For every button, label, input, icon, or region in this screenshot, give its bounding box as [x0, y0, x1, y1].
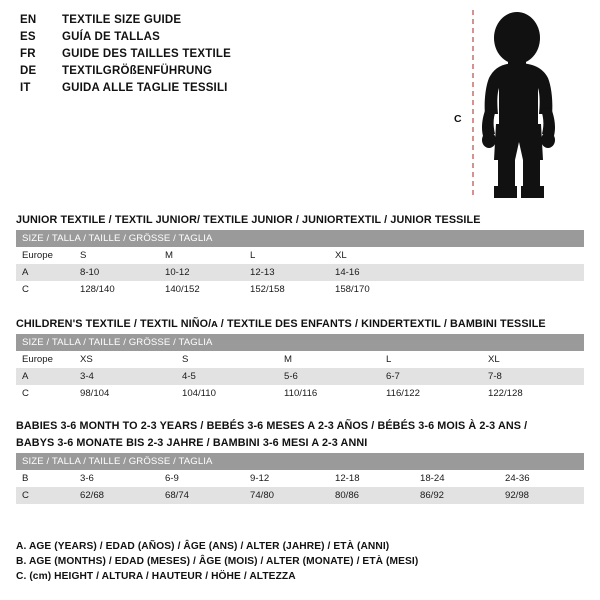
section-title-line2: BABYS 3-6 MONATE BIS 2-3 JAHRE / BAMBINI 3-6 MESI A 2-3 ANNI [16, 437, 368, 449]
row-label: Europe [16, 247, 74, 264]
legend-block [16, 539, 584, 584]
language-row [20, 31, 440, 48]
cell: L [380, 351, 482, 368]
size-header-label: SIZE / TALLA / TAILLE / GRÖSSE / TAGLIA [16, 230, 584, 247]
row-label: A [16, 264, 74, 281]
cell: 158/170 [329, 281, 414, 298]
cell: 116/122 [380, 385, 482, 402]
cell: 3-6 [74, 470, 159, 487]
legend-item-b: B. AGE (MONTHS) / EDAD (MESES) / ÂGE (MOIS) / ALTER (MONATE) / ETÀ (MESI) [16, 556, 419, 567]
cell: 86/92 [414, 487, 499, 504]
cell: M [278, 351, 380, 368]
cell: 10-12 [159, 264, 244, 281]
toddler-silhouette [482, 12, 555, 198]
cell: 24-36 [499, 470, 584, 487]
measure-label-c: C [454, 113, 462, 125]
cell: L [244, 247, 329, 264]
children-size-table [16, 334, 584, 402]
row-label: C [16, 281, 74, 298]
language-code: IT [20, 82, 31, 94]
cell: 6-9 [159, 470, 244, 487]
cell: 7-8 [482, 368, 584, 385]
cell: 98/104 [74, 385, 176, 402]
babies-size-table [16, 453, 584, 504]
row-label: C [16, 487, 74, 504]
language-title: GUIDE DES TAILLES TEXTILE [62, 48, 231, 60]
section-babies [16, 419, 584, 504]
cell: 5-6 [278, 368, 380, 385]
cell: M [159, 247, 244, 264]
cell: 104/110 [176, 385, 278, 402]
section-children [16, 317, 584, 402]
table-row [16, 385, 584, 402]
language-code: FR [20, 48, 36, 60]
language-code: DE [20, 65, 37, 77]
cell: 4-5 [176, 368, 278, 385]
row-label: B [16, 470, 74, 487]
language-title: TEXTILGRÖßENFÜHRUNG [62, 65, 213, 77]
cell: 128/140 [74, 281, 159, 298]
language-row [20, 14, 440, 31]
cell: S [74, 247, 159, 264]
language-row [20, 65, 440, 82]
table-row [16, 470, 584, 487]
language-title: TEXTILE SIZE GUIDE [62, 14, 182, 26]
section-title: CHILDREN'S TEXTILE / TEXTIL NIÑO/ᴀ / TEXTILE DES ENFANTS / KINDERTEXTIL / BAMBINI TESSILE [16, 318, 546, 330]
table-header-row [16, 453, 584, 470]
table-header-row [16, 230, 584, 247]
table-row [16, 368, 584, 385]
measurement-figure [440, 8, 590, 203]
row-label: A [16, 368, 74, 385]
row-label: Europe [16, 351, 74, 368]
table-row [16, 351, 584, 368]
cell: 68/74 [159, 487, 244, 504]
cell: 8-10 [74, 264, 159, 281]
language-title-block [20, 14, 440, 99]
language-title: GUIDA ALLE TAGLIE TESSILI [62, 82, 228, 94]
junior-size-table [16, 230, 584, 298]
size-header-label: SIZE / TALLA / TAILLE / GRÖSSE / TAGLIA [16, 453, 584, 470]
legend-item-a: A. AGE (YEARS) / EDAD (AÑOS) / ÂGE (ANS) / ALTER (JAHRE) / ETÀ (ANNI) [16, 541, 390, 552]
cell: 12-13 [244, 264, 329, 281]
cell: 92/98 [499, 487, 584, 504]
cell: 9-12 [244, 470, 329, 487]
section-title: BABIES 3-6 MONTH TO 2-3 YEARS / BEBÉS 3-6 MESES A 2-3 AÑOS / BÉBÉS 3-6 MOIS À 2-3 ANS / [16, 420, 528, 432]
legend-item-c: C. (cm) HEIGHT / ALTURA / HAUTEUR / HÖHE / ALTEZZA [16, 571, 296, 582]
cell: 14-16 [329, 264, 414, 281]
row-label: C [16, 385, 74, 402]
section-title: JUNIOR TEXTILE / TEXTIL JUNIOR/ TEXTILE JUNIOR / JUNIORTEXTIL / JUNIOR TESSILE [16, 214, 481, 226]
size-header-label: SIZE / TALLA / TAILLE / GRÖSSE / TAGLIA [16, 334, 584, 351]
cell: 6-7 [380, 368, 482, 385]
language-row [20, 48, 440, 65]
cell-empty [414, 281, 584, 298]
cell: S [176, 351, 278, 368]
table-row [16, 247, 584, 264]
cell: XL [482, 351, 584, 368]
cell: 110/116 [278, 385, 380, 402]
cell: 74/80 [244, 487, 329, 504]
cell: 80/86 [329, 487, 414, 504]
language-row [20, 82, 440, 99]
table-row [16, 487, 584, 504]
table-row [16, 281, 584, 298]
cell: 12-18 [329, 470, 414, 487]
cell: 62/68 [74, 487, 159, 504]
table-row [16, 264, 584, 281]
cell: 18-24 [414, 470, 499, 487]
language-title: GUÍA DE TALLAS [62, 31, 160, 43]
language-code: EN [20, 14, 37, 26]
cell: XS [74, 351, 176, 368]
section-junior [16, 213, 584, 298]
language-code: ES [20, 31, 36, 43]
cell: 122/128 [482, 385, 584, 402]
cell-empty [414, 247, 584, 264]
cell: 3-4 [74, 368, 176, 385]
cell: XL [329, 247, 414, 264]
table-header-row [16, 334, 584, 351]
cell: 152/158 [244, 281, 329, 298]
cell: 140/152 [159, 281, 244, 298]
cell-empty [414, 264, 584, 281]
